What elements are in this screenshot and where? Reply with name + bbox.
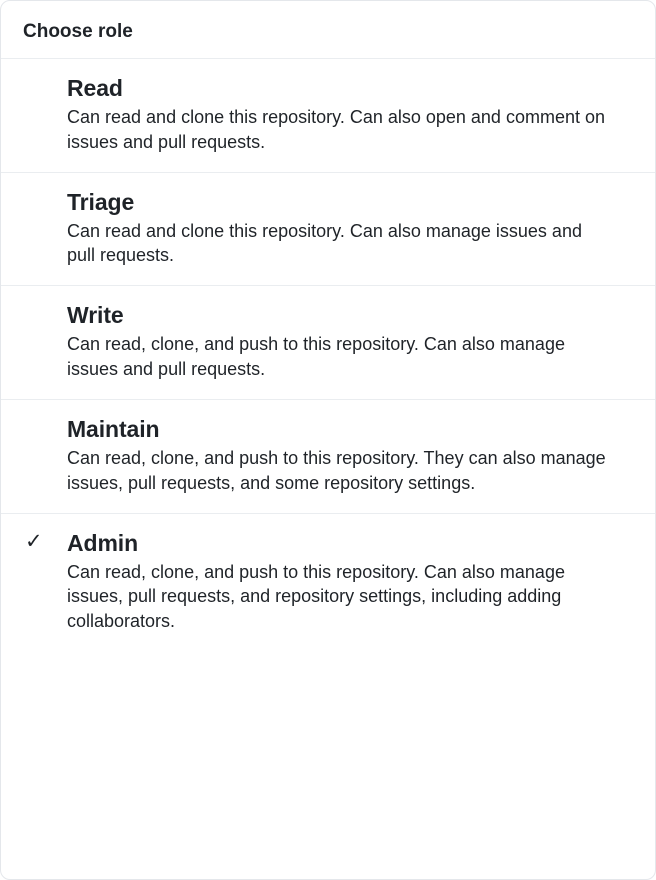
role-option-title: Triage (67, 188, 135, 215)
check-icon: ✓ (25, 529, 43, 553)
role-option-description: Can read and clone this repository. Can also manage issues and pull requests. (67, 220, 582, 266)
role-option-title: Read (67, 74, 123, 101)
role-option-description: Can read and clone this repository. Can also open and comment on issues and pull requests. (67, 106, 605, 152)
menu-header (1, 1, 655, 59)
role-option-description: Can read, clone, and push to this repository. Can also manage issues, pull requests, and repository settings, including adding collaborators. (67, 561, 565, 632)
role-option-list (1, 59, 655, 651)
page-title: Choose role (23, 21, 133, 42)
role-option-admin[interactable] (1, 514, 655, 652)
role-option-maintain[interactable] (1, 400, 655, 514)
role-option-title: Maintain (67, 415, 160, 442)
role-option-description: Can read, clone, and push to this repository. They can also manage issues, pull requests, and some repository settings. (67, 447, 606, 493)
role-option-read[interactable] (1, 59, 655, 173)
role-option-write[interactable] (1, 286, 655, 400)
role-option-title: Write (67, 302, 124, 329)
role-option-triage[interactable] (1, 173, 655, 287)
role-option-title: Admin (67, 529, 139, 556)
role-option-description: Can read, clone, and push to this repository. Can also manage issues and pull requests. (67, 334, 565, 380)
